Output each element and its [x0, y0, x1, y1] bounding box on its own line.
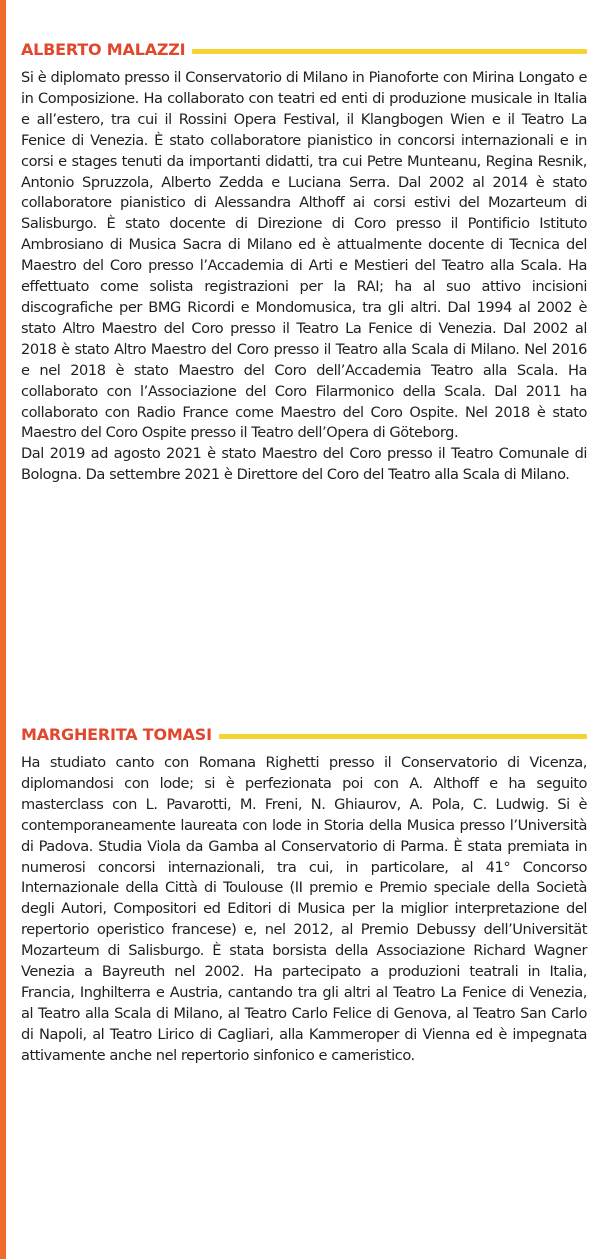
- section-heading: ALBERTO MALAZZI: [21, 39, 186, 59]
- bio-section-margherita-tomasi: [21, 721, 587, 1067]
- bio-paragraph: Ha studiato canto con Romana Righetti presso il Conservatorio di Vicenza, diplomandosi con lode; si è perfezionata poi con A. Althoff e ha seguito masterclass con L. Pavarotti, M. Freni, N. Ghiaurov, A. Pola, C. Ludwig. Si è contemporaneamente laureata con lode in Storia della Musica presso l’Università di Padova. Studia Viola da Gamba al Conservatorio di Parma. È stata premiata in numerosi concorsi internazionali, tra cui, in particolare, al 41° Concorso Internazionale della Città di Toulouse (II premio e Premio speciale della Società degli Autori, Compositori ed Editori di Musica per la miglior interpretazione del repertorio operistico francese) e, nel 2012, al Premio Debussy dell’Universität Mozarteum di Salisburgo. È stata borsista della Associazione Richard Wagner Venezia a Bayreuth nel 2002. Ha partecipato a produzioni teatrali in Italia, Francia, Inghilterra e Austria, cantando tra gli altri al Teatro La Fenice di Venezia, al Teatro alla Scala di Milano, al Teatro Carlo Felice di Genova, al Teatro San Carlo di Napoli, al Teatro Lirico di Cagliari, alla Kammeroper di Vienna ed è impegnata attivamente anche nel repertorio sinfonico e cameristico.: [21, 754, 587, 1064]
- heading-accent-bar: [219, 734, 587, 739]
- bio-paragraph: Si è diplomato presso il Conservatorio di Milano in Pianoforte con Mirina Longato e in Composizione. Ha collaborato con teatri ed enti di produzione musicale in Italia e all’estero, tra cui il Rossini Opera Festival, il Klangbogen Wien e il Teatro La Fenice di Venezia. È stato collaboratore pianistico in concorsi internazionali e in corsi e stages tenuti da importanti didatti, tra cui Petre Munteanu, Regina Resnik, Antonio Spruzzola, Alberto Zedda e Luciana Serra. Dal 2002 al 2014 è stato collaboratore pianistico di Alessandra Althoff ai corsi estivi del Mozarteum di Salisburgo. È stato docente di Direzione di Coro presso il Pontificio Istituto Ambrosiano di Musica Sacra di Milano ed è attualmente docente di Tecnica del Maestro del Coro presso l’Accademia di Arti e Mestieri del Teatro alla Scala. Ha effettuato come solista registrazioni per la RAI; ha al suo attivo incisioni discografiche per BMG Ricordi e Mondomusica, tra gli altri. Dal 1994 al 2002 è stato Altro Maestro del Coro presso il Teatro La Fenice di Venezia. Dal 2002 al 2018 è stato Altro Maestro del Coro presso il Teatro alla Scala di Milano. Nel 2016 e nel 2018 è stato Maestro del Coro dell’Accademia Teatro alla Scala. Ha collaborato con l’Associazione del Coro Filarmonico della Scala. Dal 2011 ha collaborato con Radio France come Maestro del Coro Ospite. Nel 2018 è stato Maestro del Coro Ospite presso il Teatro dell’Opera di Göteborg.: [21, 69, 587, 442]
- heading-accent-bar: [192, 49, 587, 54]
- section-heading-row: [21, 36, 587, 62]
- section-heading-row: [21, 721, 587, 747]
- bio-paragraph: Dal 2019 ad agosto 2021 è stato Maestro del Coro presso il Teatro Comunale di Bologna. Da settembre 2021 è Direttore del Coro del Teatro alla Scala di Milano.: [21, 445, 587, 484]
- section-heading: MARGHERITA TOMASI: [21, 724, 212, 744]
- left-border-stripe: [0, 0, 6, 1259]
- bio-section-alberto-malazzi: [21, 36, 587, 486]
